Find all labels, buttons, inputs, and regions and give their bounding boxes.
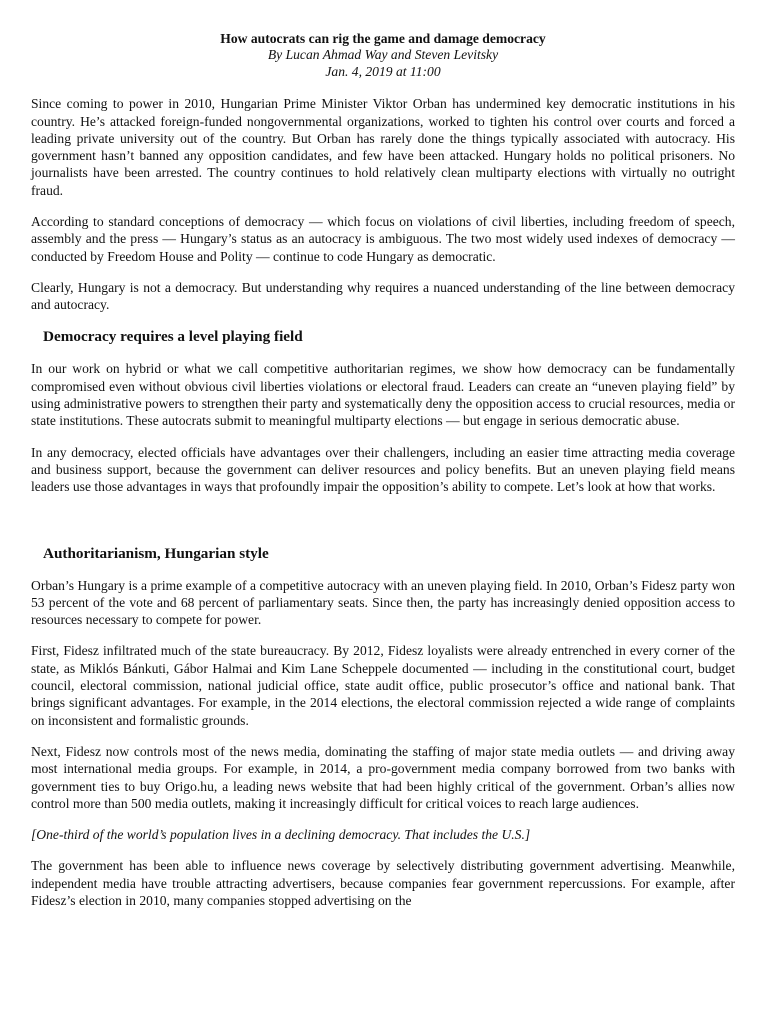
related-link-aside[interactable]: [One-third of the world’s population lives in a declining democracy. That includes the U.S.] <box>31 827 531 843</box>
section1-paragraph-2: In any democracy, elected officials have advantages over their challengers, including an easier time attracting media coverage and business support, because the government can deliver resources and policy benefits. But an uneven playing field means leaders use those advantages in ways that profoundly impair the opposition’s ability to compete. Let’s look at how that works. <box>31 444 735 495</box>
article-title: How autocrats can rig the game and damage democracy <box>220 31 546 46</box>
intro-paragraph-1: Since coming to power in 2010, Hungarian Prime Minister Viktor Orban has undermined key democratic institutions in his country. He’s attacked foreign-funded nongovernmental organizations, worked to tighten his control over courts and forced a leading private university out of the country. But Orban has rarely done the things typically associated with autocracy. His government hasn’t banned any opposition candidates, and few have been attacked. Hungary holds no political prisoners. No journalists have been arrested. The country continues to hold relatively clean multiparty elections with virtually no outright fraud. <box>31 96 735 198</box>
intro-paragraph-2: According to standard conceptions of democracy — which focus on violations of civil liberties, including freedom of speech, assembly and the press — Hungary’s status as an autocracy is ambiguous. The two most widely used indexes of democracy — conducted by Freedom House and Polity — continue to code Hungary as democratic. <box>31 214 735 264</box>
article-byline: By Lucan Ahmad Way and Steven Levitsky <box>267 47 499 63</box>
section-heading-hungarian-style: Authoritarianism, Hungarian style <box>43 544 269 562</box>
section2-paragraph-3: Next, Fidesz now controls most of the news media, dominating the staffing of major state media outlets — and driving away most international media groups. For example, in 2014, a pro-government media company borrowed from two banks with government ties to buy Origo.hu, a leading news website that had been highly critical of the government. Orban’s allies now control more than 500 media outlets, making it increasingly difficult for critical voices to reach large audiences. <box>31 743 735 811</box>
section1-paragraph-1: In our work on hybrid or what we call competitive authoritarian regimes, we show how democracy can be fundamentally compromised even without obvious civil liberties violations or electoral fraud. Leaders can create an “uneven playing field” by using administrative powers to strengthen their party and systematically deny the opposition access to crucial resources, media or state institutions. These autocrats submit to meaningful multiparty elections — but engage in serious democratic abuse. <box>31 361 735 429</box>
intro-paragraph-3: Clearly, Hungary is not a democracy. But understanding why requires a nuanced understanding of the line between democracy and autocracy. <box>31 279 735 313</box>
section2-paragraph-1: Orban’s Hungary is a prime example of a competitive autocracy with an uneven playing field. In 2010, Orban’s Fidesz party won 53 percent of the vote and 68 percent of parliamentary seats. Since then, the party has increasingly denied opposition access to resources necessary to compete for power. <box>31 577 735 628</box>
article-page <box>31 31 735 909</box>
section2-paragraph-4: The government has been able to influence news coverage by selectively distributing government advertising. Meanwhile, independent media have trouble attracting advertisers, because companies fear government repercussions. For example, after Fidesz’s election in 2010, many companies stopped advertising on the <box>31 858 735 909</box>
article-date: Jan. 4, 2019 at 11:00 <box>325 63 441 79</box>
article-header <box>31 31 735 80</box>
section2-paragraph-2: First, Fidesz infiltrated much of the state bureaucracy. By 2012, Fidesz loyalists were already entrenched in every corner of the state, as Miklós Bánkuti, Gábor Halmai and Kim Lane Scheppele documented — including in the constitutional court, budget council, electoral commission, national judicial office, state audit office, public prosecutor’s office and national bank. That brings significant advantages. For example, in the 2014 elections, the electoral commission rejected a wide range of complaints on inconsistent and formalistic grounds. <box>31 643 735 728</box>
section-heading-level-playing-field: Democracy requires a level playing field <box>43 328 303 346</box>
